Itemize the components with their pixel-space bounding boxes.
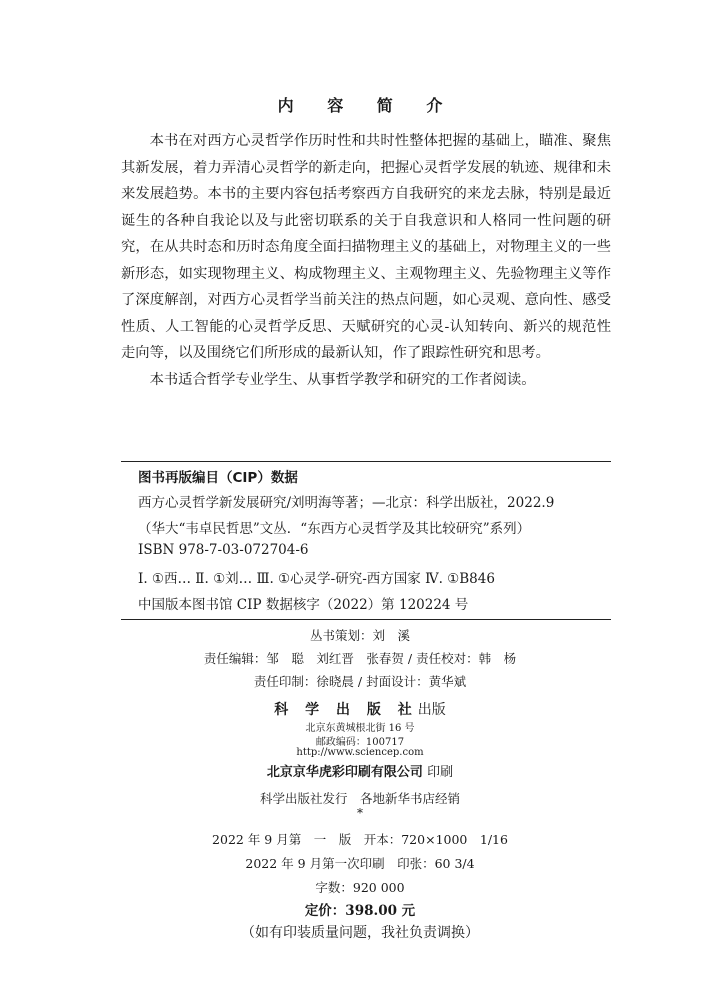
cip-line: 西方心灵哲学新发展研究/刘明海等著；—北京：科学出版社，2022.9: [138, 495, 555, 511]
intro-paragraph: 本书适合哲学专业学生、从事哲学教学和研究的工作者阅读。: [149, 371, 536, 388]
quality-notice: （如有印装质量问题，我社负责调换）: [241, 925, 479, 941]
publisher-url: http://www.sciencep.com: [296, 747, 424, 758]
series-planner: 丛书策划：刘 溪: [309, 628, 410, 643]
publisher-address: 北京东黄城根北街 16 号: [305, 723, 415, 734]
page-title: 内 容 简 介: [277, 96, 457, 115]
word-count: 字数：920 000: [315, 880, 405, 895]
cip-line: 中国版本图书馆 CIP 数据核字（2022）第 120224 号: [138, 597, 469, 613]
cip-heading: 图书再版编目（CIP）数据: [138, 470, 298, 486]
price: 定价：398.00 元: [304, 903, 416, 919]
cip-line: （华大“韦卓民哲思”文丛．“东西方心灵哲学及其比较研究”系列）: [138, 521, 531, 537]
cip-line: Ⅰ. ①西… Ⅱ. ①刘… Ⅲ. ①心灵学-研究-西方国家 Ⅳ. ①B846: [138, 571, 495, 587]
cip-line: ISBN 978-7-03-072704-6: [138, 542, 309, 558]
asterisk-divider: *: [357, 806, 363, 820]
printer-line: [0, 761, 720, 780]
publisher-name: 科 学 出 版 社: [274, 702, 418, 718]
publisher-line: [0, 699, 720, 719]
intro-paragraph: 本书在对西方心灵哲学作历时性和共时性整体把握的基础上，瞄准、聚焦其新发展，着力弄清心灵哲学的新走向，把握心灵哲学发展的轨迹、规律和未来发展趋势。本书的主要内容包括考察西方自我研究的来龙去脉，特别是最近诞生的各种自我论以及与此密切联系的关于自我意识和人格同一性问题的研究，在从共时态和历时态角度全面扫描物理主义的基础上，对物理主义的一些新形态，如实现物理主义、构成物理主义、主观物理主义、先验物理主义等作了深度解剖，对西方心灵哲学当前关注的热点问题，如心灵观、意向性、感受性质、人工智能的心灵哲学反思、天赋研究的心灵-认知转向、新兴的规范性走向等，以及围绕它们所形成的最新认知，作了跟踪性研究和思考。: [121, 133, 611, 361]
responsible-editors: 责任编辑：邹 聪 刘红晋 张春贺 / 责任校对：韩 杨: [203, 651, 517, 666]
edition-line: 2022 年 9 月第 一 版 开本：720×1000 1/16: [212, 832, 508, 847]
publisher-postcode: 邮政编码：100717: [315, 737, 405, 748]
cip-top-rule: [121, 461, 611, 462]
distribution-line: 科学出版社发行 各地新华书店经销: [259, 791, 460, 806]
printer-name: 北京京华虎彩印刷有限公司: [266, 765, 423, 780]
print-and-cover-credits: 责任印制：徐晓晨 / 封面设计：黄华斌: [253, 674, 467, 689]
publisher-suffix: 出版: [417, 702, 446, 718]
cip-bottom-rule: [121, 619, 611, 620]
printer-suffix: 印刷: [427, 765, 454, 780]
intro-text: [121, 128, 611, 393]
printing-line: 2022 年 9 月第一次印刷 印张：60 3/4: [245, 856, 475, 871]
